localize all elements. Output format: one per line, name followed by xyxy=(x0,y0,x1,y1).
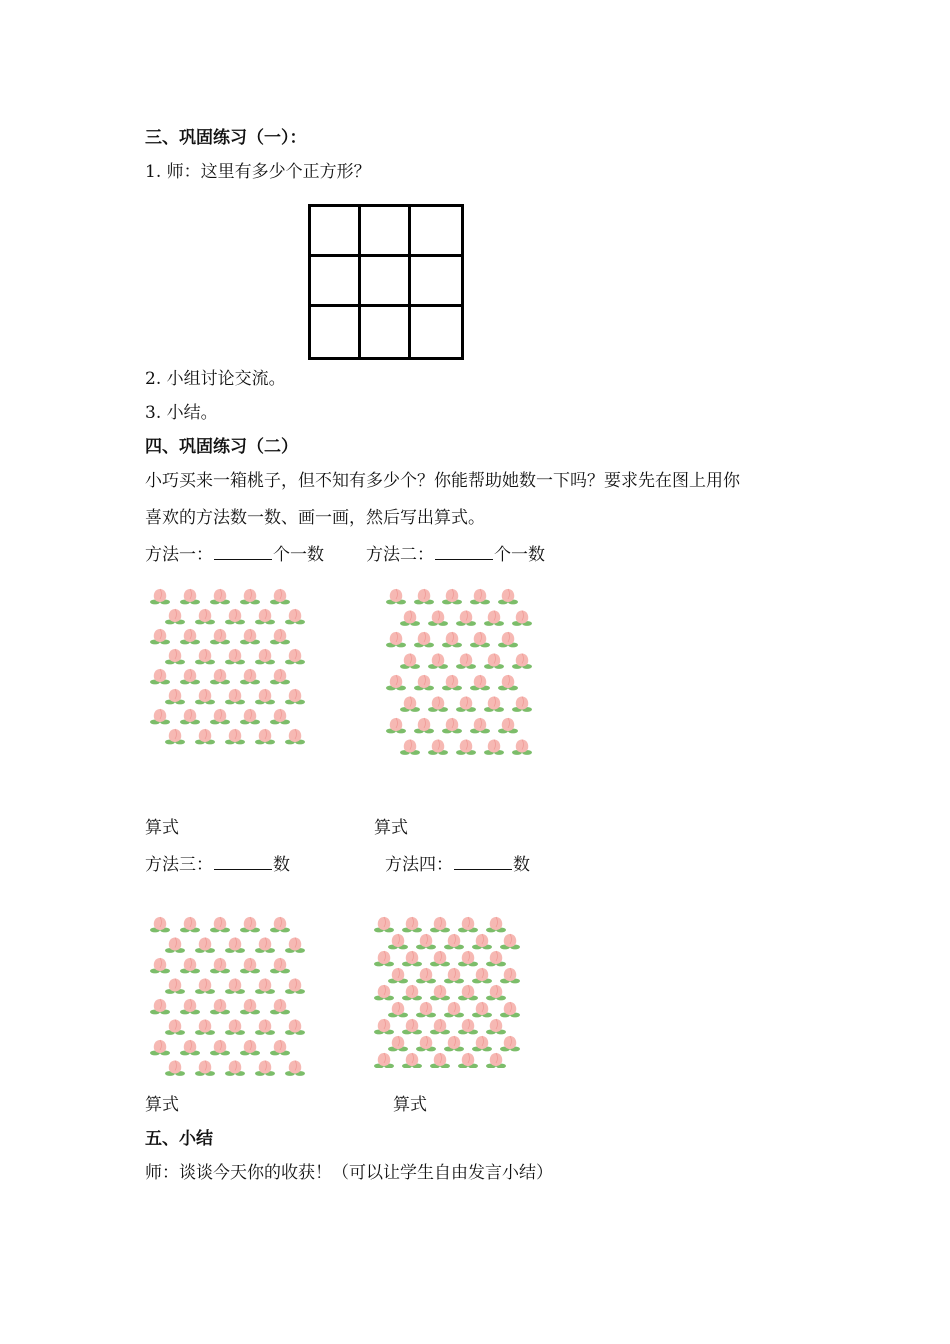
peach-icon xyxy=(458,985,478,1000)
peach-icon xyxy=(500,1036,520,1051)
square-grid xyxy=(308,204,464,360)
peach-icon xyxy=(428,611,448,626)
grid-cell xyxy=(411,257,461,307)
peach-icon xyxy=(150,958,170,973)
formula-label-4: 算式 xyxy=(393,1095,427,1115)
peach-icon xyxy=(430,917,450,932)
peach-icon xyxy=(472,1002,492,1017)
peach-icon xyxy=(374,917,394,932)
peach-icon xyxy=(416,1002,436,1017)
peach-icon xyxy=(270,958,290,973)
method-4-blank[interactable] xyxy=(454,851,512,870)
peach-icon xyxy=(512,654,532,669)
peach-icon xyxy=(240,917,260,932)
peach-icon xyxy=(486,951,506,966)
peach-icon xyxy=(285,1061,305,1076)
peach-icon xyxy=(400,654,420,669)
peach-icon xyxy=(458,1019,478,1034)
peach-icon xyxy=(285,729,305,744)
question-1: 1. 师：这里有多少个正方形？ xyxy=(145,162,371,182)
peach-icon xyxy=(470,589,490,604)
peach-icon xyxy=(402,917,422,932)
peach-icon xyxy=(210,589,230,604)
peach-icon xyxy=(285,649,305,664)
method-2 xyxy=(366,541,545,567)
peach-icon xyxy=(442,718,462,733)
method-1-suffix: 个一数 xyxy=(273,545,324,565)
peach-icon xyxy=(386,589,406,604)
peach-icon xyxy=(270,1040,290,1055)
peach-icon xyxy=(470,675,490,690)
peach-icon xyxy=(285,979,305,994)
peach-icon xyxy=(484,611,504,626)
peach-grid-1 xyxy=(148,586,312,748)
peach-icon xyxy=(225,938,245,953)
peach-icon xyxy=(444,968,464,983)
peach-icon xyxy=(400,697,420,712)
peach-icon xyxy=(150,709,170,724)
peach-icon xyxy=(150,917,170,932)
method-1-blank[interactable] xyxy=(214,541,272,560)
peach-icon xyxy=(472,968,492,983)
peach-icon xyxy=(484,654,504,669)
method-4 xyxy=(385,851,530,877)
peach-icon xyxy=(255,609,275,624)
peach-icon xyxy=(270,629,290,644)
peach-icon xyxy=(430,951,450,966)
question-2: 2. 小组讨论交流。 xyxy=(145,369,286,389)
method-3 xyxy=(145,851,290,877)
peach-icon xyxy=(414,632,434,647)
peach-icon xyxy=(512,611,532,626)
peach-icon xyxy=(456,740,476,755)
peach-icon xyxy=(428,697,448,712)
peach-icon xyxy=(210,958,230,973)
peach-icon xyxy=(150,669,170,684)
peach-icon xyxy=(180,1040,200,1055)
method-2-prefix: 方法二： xyxy=(366,545,434,565)
peach-icon xyxy=(210,669,230,684)
peach-icon xyxy=(402,1019,422,1034)
peach-icon xyxy=(285,689,305,704)
peach-icon xyxy=(470,718,490,733)
peach-icon xyxy=(180,589,200,604)
section4-title: 四、巩固练习（二） xyxy=(145,437,298,457)
peach-icon xyxy=(255,689,275,704)
peach-icon xyxy=(180,629,200,644)
peach-icon xyxy=(225,609,245,624)
peach-icon xyxy=(225,689,245,704)
peach-icon xyxy=(444,1036,464,1051)
peach-icon xyxy=(430,1053,450,1068)
peach-icon xyxy=(150,629,170,644)
peach-icon xyxy=(458,1053,478,1068)
peach-icon xyxy=(165,729,185,744)
peach-icon xyxy=(456,697,476,712)
peach-icon xyxy=(444,934,464,949)
grid-cell xyxy=(311,307,361,357)
formula-label-3: 算式 xyxy=(145,1095,179,1115)
section4-paragraph-line1: 小巧买来一箱桃子，但不知有多少个？你能帮助她数一下吗？要求先在图上用你 xyxy=(145,471,740,491)
peach-icon xyxy=(180,999,200,1014)
peach-icon xyxy=(442,632,462,647)
peach-icon xyxy=(400,740,420,755)
section4-paragraph-line2: 喜欢的方法数一数、画一画，然后写出算式。 xyxy=(145,508,485,528)
peach-icon xyxy=(428,740,448,755)
grid-cell xyxy=(411,207,461,257)
peach-icon xyxy=(225,979,245,994)
peach-grid-2 xyxy=(384,586,538,764)
peach-icon xyxy=(402,951,422,966)
peach-icon xyxy=(270,917,290,932)
peach-icon xyxy=(255,1061,275,1076)
grid-cell xyxy=(311,207,361,257)
peach-icon xyxy=(414,718,434,733)
peach-icon xyxy=(414,589,434,604)
peach-icon xyxy=(210,1040,230,1055)
peach-icon xyxy=(195,649,215,664)
peach-icon xyxy=(442,675,462,690)
peach-icon xyxy=(270,589,290,604)
method-1 xyxy=(145,541,324,567)
peach-icon xyxy=(255,729,275,744)
peach-icon xyxy=(498,632,518,647)
peach-icon xyxy=(225,1061,245,1076)
peach-icon xyxy=(402,985,422,1000)
peach-icon xyxy=(255,649,275,664)
peach-icon xyxy=(240,1040,260,1055)
method-4-prefix: 方法四： xyxy=(385,855,453,875)
grid-cell xyxy=(361,307,411,357)
peach-icon xyxy=(240,958,260,973)
peach-icon xyxy=(165,979,185,994)
peach-icon xyxy=(416,1036,436,1051)
peach-icon xyxy=(255,979,275,994)
peach-icon xyxy=(195,609,215,624)
peach-icon xyxy=(472,1036,492,1051)
peach-icon xyxy=(210,917,230,932)
peach-icon xyxy=(456,611,476,626)
peach-icon xyxy=(180,917,200,932)
peach-icon xyxy=(386,675,406,690)
peach-icon xyxy=(210,709,230,724)
peach-icon xyxy=(512,697,532,712)
peach-icon xyxy=(456,654,476,669)
peach-icon xyxy=(180,709,200,724)
peach-icon xyxy=(388,968,408,983)
peach-icon xyxy=(374,1053,394,1068)
peach-icon xyxy=(444,1002,464,1017)
peach-icon xyxy=(225,729,245,744)
peach-icon xyxy=(458,951,478,966)
peach-icon xyxy=(240,589,260,604)
peach-icon xyxy=(484,697,504,712)
peach-icon xyxy=(500,934,520,949)
section3-title: 三、巩固练习（一）： xyxy=(145,128,307,148)
peach-icon xyxy=(180,669,200,684)
peach-icon xyxy=(442,589,462,604)
peach-grid-3 xyxy=(148,914,312,1080)
peach-icon xyxy=(386,718,406,733)
method-1-prefix: 方法一： xyxy=(145,545,213,565)
peach-icon xyxy=(195,729,215,744)
peach-icon xyxy=(374,951,394,966)
peach-icon xyxy=(498,589,518,604)
peach-icon xyxy=(150,589,170,604)
peach-icon xyxy=(240,709,260,724)
method-3-prefix: 方法三： xyxy=(145,855,213,875)
peach-icon xyxy=(486,985,506,1000)
peach-icon xyxy=(210,999,230,1014)
peach-icon xyxy=(500,1002,520,1017)
peach-icon xyxy=(388,934,408,949)
peach-icon xyxy=(225,1020,245,1035)
peach-icon xyxy=(225,649,245,664)
peach-icon xyxy=(430,1019,450,1034)
peach-icon xyxy=(472,934,492,949)
peach-icon xyxy=(374,985,394,1000)
peach-icon xyxy=(240,999,260,1014)
peach-icon xyxy=(498,675,518,690)
peach-icon xyxy=(195,979,215,994)
peach-icon xyxy=(195,1020,215,1035)
method-3-blank[interactable] xyxy=(214,851,272,870)
section5-title: 五、小结 xyxy=(145,1129,213,1149)
grid-cell xyxy=(361,207,411,257)
peach-icon xyxy=(165,649,185,664)
peach-icon xyxy=(285,1020,305,1035)
peach-icon xyxy=(430,985,450,1000)
grid-cell xyxy=(361,257,411,307)
peach-icon xyxy=(388,1002,408,1017)
peach-icon xyxy=(285,938,305,953)
peach-icon xyxy=(486,917,506,932)
peach-icon xyxy=(512,740,532,755)
peach-icon xyxy=(210,629,230,644)
peach-icon xyxy=(240,629,260,644)
peach-icon xyxy=(428,654,448,669)
peach-icon xyxy=(165,689,185,704)
peach-icon xyxy=(165,938,185,953)
peach-icon xyxy=(255,1020,275,1035)
peach-icon xyxy=(386,632,406,647)
method-3-suffix: 数 xyxy=(273,855,290,875)
peach-icon xyxy=(486,1019,506,1034)
peach-icon xyxy=(484,740,504,755)
method-4-suffix: 数 xyxy=(513,855,530,875)
peach-icon xyxy=(165,1020,185,1035)
peach-icon xyxy=(486,1053,506,1068)
peach-icon xyxy=(416,934,436,949)
peach-icon xyxy=(180,958,200,973)
peach-icon xyxy=(388,1036,408,1051)
peach-icon xyxy=(165,609,185,624)
method-2-blank[interactable] xyxy=(435,541,493,560)
peach-icon xyxy=(416,968,436,983)
peach-icon xyxy=(270,709,290,724)
grid-cell xyxy=(311,257,361,307)
peach-icon xyxy=(414,675,434,690)
peach-icon xyxy=(374,1019,394,1034)
peach-icon xyxy=(500,968,520,983)
method-2-suffix: 个一数 xyxy=(494,545,545,565)
peach-grid-4 xyxy=(372,914,526,1068)
formula-label-2: 算式 xyxy=(374,818,408,838)
peach-icon xyxy=(165,1061,185,1076)
peach-icon xyxy=(240,669,260,684)
peach-icon xyxy=(195,689,215,704)
peach-icon xyxy=(285,609,305,624)
peach-icon xyxy=(498,718,518,733)
peach-icon xyxy=(195,1061,215,1076)
peach-icon xyxy=(470,632,490,647)
peach-icon xyxy=(458,917,478,932)
peach-icon xyxy=(270,669,290,684)
question-3: 3. 小结。 xyxy=(145,403,218,423)
section5-text: 师：谈谈今天你的收获！（可以让学生自由发言小结） xyxy=(145,1163,553,1183)
peach-icon xyxy=(195,938,215,953)
peach-icon xyxy=(150,999,170,1014)
peach-icon xyxy=(400,611,420,626)
peach-icon xyxy=(270,999,290,1014)
formula-label-1: 算式 xyxy=(145,818,179,838)
peach-icon xyxy=(150,1040,170,1055)
grid-cell xyxy=(411,307,461,357)
peach-icon xyxy=(402,1053,422,1068)
peach-icon xyxy=(255,938,275,953)
